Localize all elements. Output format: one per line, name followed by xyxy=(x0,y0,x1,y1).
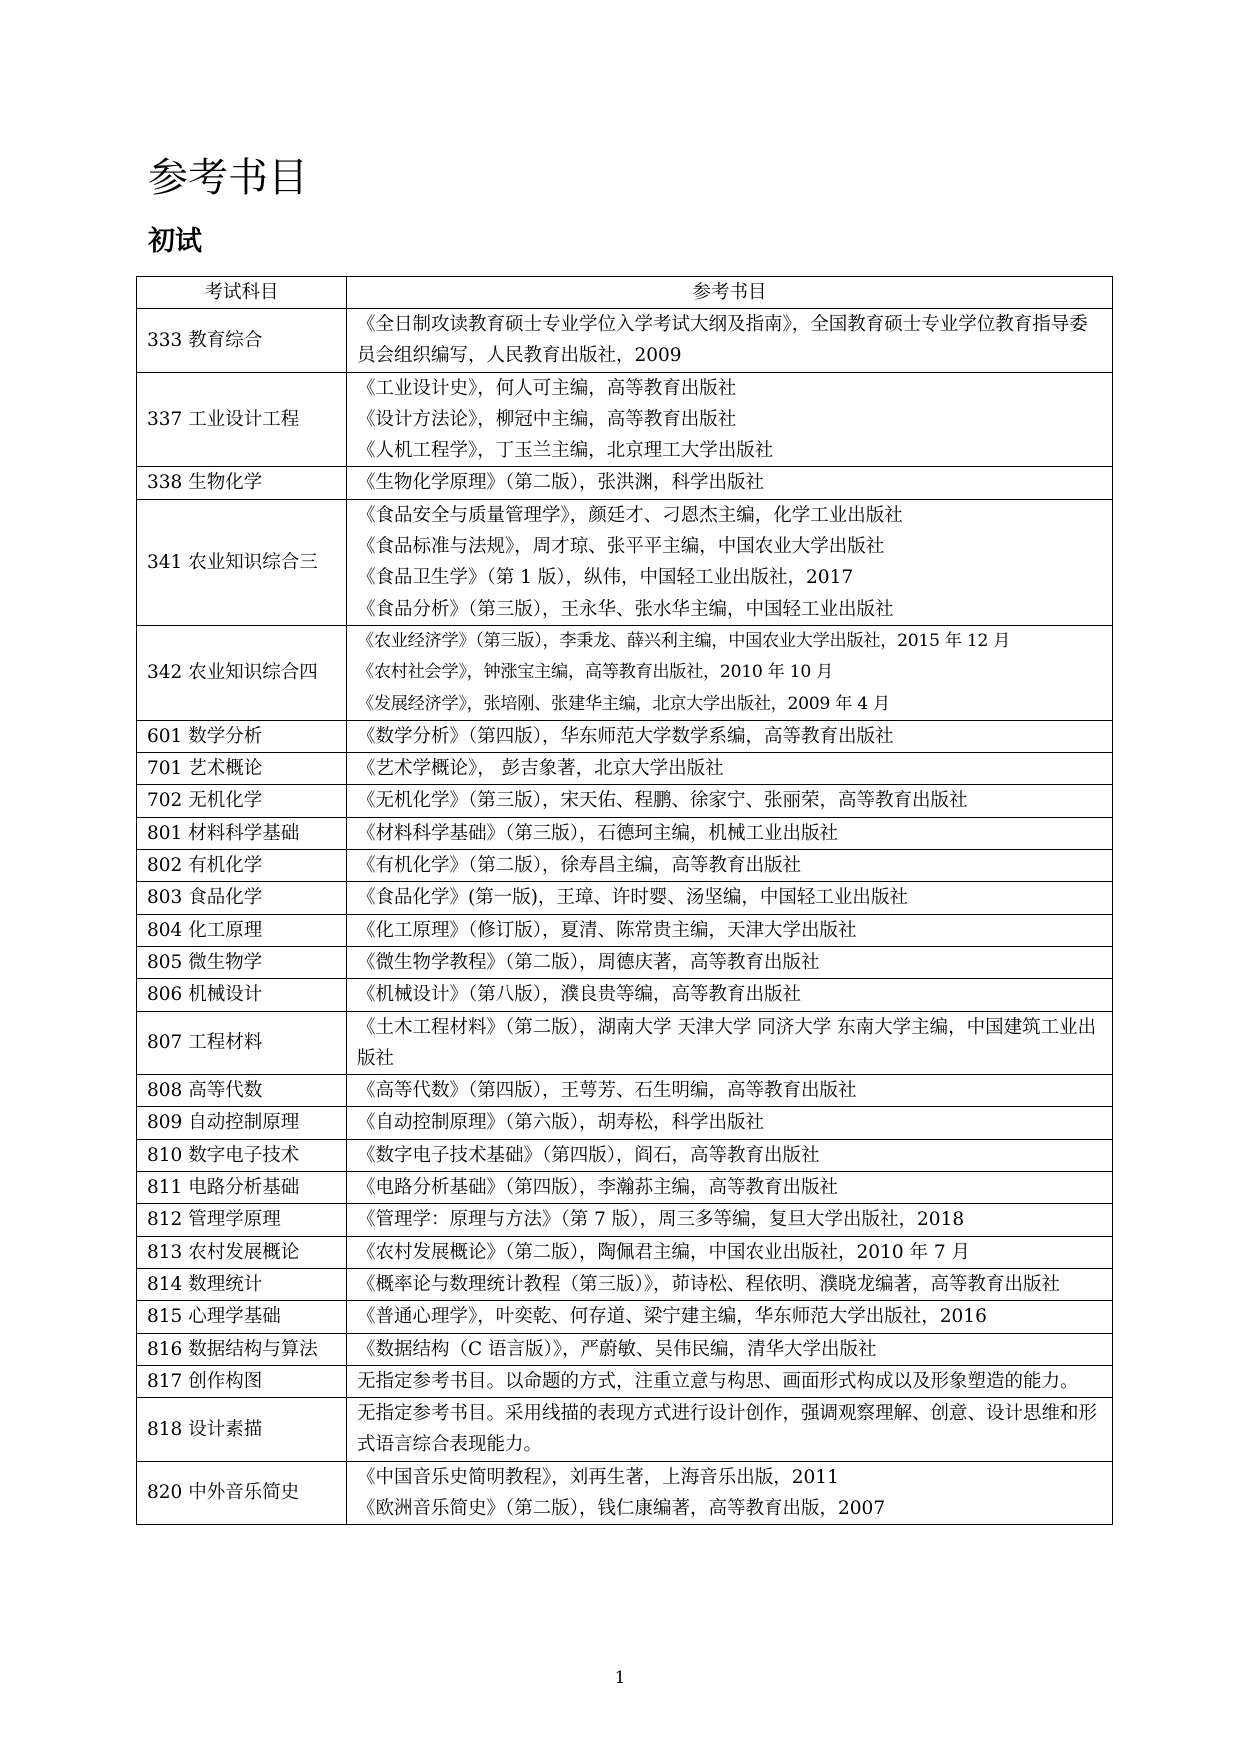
books-cell xyxy=(347,1333,1113,1365)
table-row xyxy=(137,753,1113,785)
table-row xyxy=(137,817,1113,849)
book-entry: 《人机工程学》，丁玉兰主编，北京理工大学出版社 xyxy=(357,440,774,462)
book-entry: 《微生物学教程》（第二版），周德庆著，高等教育出版社 xyxy=(357,951,820,973)
books-cell xyxy=(347,1107,1113,1139)
book-entry: 《机械设计》（第八版），濮良贵等编，高等教育出版社 xyxy=(357,984,802,1006)
table-header-row xyxy=(137,277,1113,309)
table-row xyxy=(137,1365,1113,1397)
book-entry: 无指定参考书目。以命题的方式，注重立意与构思、画面形式构成以及形象塑造的能力。 xyxy=(357,1370,1079,1392)
subject-cell: 702 无机化学 xyxy=(137,785,347,817)
books-cell xyxy=(347,1172,1113,1204)
subject-cell: 341 农业知识综合三 xyxy=(137,499,347,625)
book-entry: 《欧洲音乐简史》（第二版），钱仁康编著，高等教育出版，2007 xyxy=(357,1497,886,1519)
subject-cell: 803 食品化学 xyxy=(137,882,347,914)
subject-cell: 806 机械设计 xyxy=(137,979,347,1011)
subject-cell: 701 艺术概论 xyxy=(137,753,347,785)
book-entry: 《食品化学》(第一版)，王璋、许时婴、汤坚编，中国轻工业出版社 xyxy=(357,887,908,909)
books-cell xyxy=(347,1236,1113,1268)
book-entry: 《无机化学》（第三版），宋天佑、程鹏、徐家宁、张丽荣，高等教育出版社 xyxy=(357,790,968,812)
subject-cell: 801 材料科学基础 xyxy=(137,817,347,849)
book-entry: 《数据结构（C 语言版）》，严蔚敏、吴伟民编，清华大学出版社 xyxy=(357,1338,877,1360)
book-entry: 《食品分析》（第三版），王永华、张水华主编，中国轻工业出版社 xyxy=(357,598,894,620)
table-row xyxy=(137,625,1113,720)
book-entry: 《化工原理》（修订版），夏清、陈常贵主编，天津大学出版社 xyxy=(357,919,857,941)
table-row xyxy=(137,979,1113,1011)
table-row xyxy=(137,467,1113,499)
book-entry: 《数字电子技术基础》（第四版），阎石，高等教育出版社 xyxy=(357,1144,820,1166)
subject-cell: 804 化工原理 xyxy=(137,914,347,946)
table-row xyxy=(137,1139,1113,1171)
book-entry: 《全日制攻读教育硕士专业学位入学考试大纲及指南》，全国教育硕士专业学位教育指导委员会组织编写，人民教育出版社，2009 xyxy=(357,314,1088,367)
books-cell xyxy=(347,914,1113,946)
book-entry: 《有机化学》（第二版），徐寿昌主编，高等教育出版社 xyxy=(357,855,802,877)
subject-cell: 337 工业设计工程 xyxy=(137,372,347,467)
books-cell xyxy=(347,850,1113,882)
books-cell xyxy=(347,1011,1113,1075)
books-cell xyxy=(347,817,1113,849)
books-cell xyxy=(347,1365,1113,1397)
page-number: 1 xyxy=(614,1668,626,1688)
books-cell xyxy=(347,467,1113,499)
subject-cell: 333 教育综合 xyxy=(137,309,347,373)
table-row xyxy=(137,1333,1113,1365)
books-cell xyxy=(347,785,1113,817)
table-row xyxy=(137,1107,1113,1139)
books-cell xyxy=(347,499,1113,625)
book-entry: 《农业经济学》（第三版），李秉龙、薛兴利主编，中国农业大学出版社，2015 年 12 月 xyxy=(357,630,1011,651)
subject-cell: 817 创作构图 xyxy=(137,1365,347,1397)
section-title: 初试 xyxy=(148,226,202,257)
reference-books-table xyxy=(136,276,1113,1525)
books-cell xyxy=(347,625,1113,720)
subject-cell: 338 生物化学 xyxy=(137,467,347,499)
book-entry: 《食品安全与质量管理学》，颜廷才、刁恩杰主编，化学工业出版社 xyxy=(357,504,903,526)
table-row xyxy=(137,946,1113,978)
subject-cell: 814 数理统计 xyxy=(137,1268,347,1300)
subject-cell: 810 数字电子技术 xyxy=(137,1139,347,1171)
books-cell xyxy=(347,1268,1113,1300)
subject-cell: 802 有机化学 xyxy=(137,850,347,882)
table-row xyxy=(137,372,1113,467)
book-entry: 《生物化学原理》（第二版），张洪渊，科学出版社 xyxy=(357,472,765,494)
table-row xyxy=(137,1172,1113,1204)
table-row xyxy=(137,499,1113,625)
header-books: 参考书目 xyxy=(347,277,1113,309)
book-entry: 《高等代数》（第四版），王萼芳、石生明编，高等教育出版社 xyxy=(357,1080,857,1102)
subject-cell: 809 自动控制原理 xyxy=(137,1107,347,1139)
table-row xyxy=(137,1204,1113,1236)
book-entry: 《材料科学基础》（第三版），石德珂主编，机械工业出版社 xyxy=(357,822,839,844)
books-cell xyxy=(347,1139,1113,1171)
table-row xyxy=(137,1268,1113,1300)
books-cell xyxy=(347,1301,1113,1333)
table-row xyxy=(137,1011,1113,1075)
table-body xyxy=(137,309,1113,1525)
books-cell xyxy=(347,1398,1113,1462)
book-entry: 《自动控制原理》（第六版），胡寿松，科学出版社 xyxy=(357,1112,765,1134)
book-entry: 《土木工程材料》（第二版），湖南大学 天津大学 同济大学 东南大学主编，中国建筑工业出版社 xyxy=(357,1016,1097,1069)
subject-cell: 805 微生物学 xyxy=(137,946,347,978)
subject-cell: 815 心理学基础 xyxy=(137,1301,347,1333)
subject-cell: 601 数学分析 xyxy=(137,720,347,752)
table-row xyxy=(137,1301,1113,1333)
book-entry: 《发展经济学》，张培刚、张建华主编，北京大学出版社，2009 年 4 月 xyxy=(357,693,890,714)
books-cell xyxy=(347,753,1113,785)
book-entry: 无指定参考书目。采用线描的表现方式进行设计创作，强调观察理解、创意、设计思维和形式语言综合表现能力。 xyxy=(357,1403,1098,1456)
books-cell xyxy=(347,1204,1113,1236)
book-entry: 《概率论与数理统计教程（第三版）》，茆诗松、程依明、濮晓龙编著，高等教育出版社 xyxy=(357,1273,1061,1295)
table-row xyxy=(137,1236,1113,1268)
book-entry: 《食品卫生学》（第 1 版），纵伟，中国轻工业出版社，2017 xyxy=(357,567,854,589)
book-entry: 《食品标准与法规》，周才琼、张平平主编，中国农业大学出版社 xyxy=(357,536,885,558)
books-cell xyxy=(347,1461,1113,1525)
books-cell xyxy=(347,720,1113,752)
book-entry: 《中国音乐史简明教程》，刘再生著，上海音乐出版，2011 xyxy=(357,1466,839,1488)
subject-cell: 812 管理学原理 xyxy=(137,1204,347,1236)
book-entry: 《艺术学概论》， 彭吉象著，北京大学出版社 xyxy=(357,758,724,780)
table-row xyxy=(137,785,1113,817)
subject-cell: 818 设计素描 xyxy=(137,1398,347,1462)
table-row xyxy=(137,850,1113,882)
subject-cell: 342 农业知识综合四 xyxy=(137,625,347,720)
books-cell xyxy=(347,372,1113,467)
books-cell xyxy=(347,1075,1113,1107)
subject-cell: 813 农村发展概论 xyxy=(137,1236,347,1268)
table-row xyxy=(137,882,1113,914)
book-entry: 《农村发展概论》（第二版），陶佩君主编，中国农业出版社，2010 年 7 月 xyxy=(357,1241,970,1263)
book-entry: 《电路分析基础》（第四版），李瀚荪主编，高等教育出版社 xyxy=(357,1177,839,1199)
table-row xyxy=(137,1461,1113,1525)
book-entry: 《管理学：原理与方法》（第 7 版），周三多等编，复旦大学出版社，2018 xyxy=(357,1209,965,1231)
table-row xyxy=(137,1075,1113,1107)
books-cell xyxy=(347,309,1113,373)
books-cell xyxy=(347,946,1113,978)
header-subject: 考试科目 xyxy=(137,277,347,309)
book-entry: 《数学分析》（第四版），华东师范大学数学系编，高等教育出版社 xyxy=(357,725,894,747)
table-row xyxy=(137,720,1113,752)
subject-cell: 820 中外音乐简史 xyxy=(137,1461,347,1525)
subject-cell: 808 高等代数 xyxy=(137,1075,347,1107)
subject-cell: 807 工程材料 xyxy=(137,1011,347,1075)
table-row xyxy=(137,914,1113,946)
table-row xyxy=(137,1398,1113,1462)
book-entry: 《工业设计史》，何人可主编，高等教育出版社 xyxy=(357,377,737,399)
book-entry: 《农村社会学》，钟涨宝主编，高等教育出版社，2010 年 10 月 xyxy=(357,662,834,683)
page-title: 参考书目 xyxy=(148,155,308,201)
books-cell xyxy=(347,882,1113,914)
book-entry: 《设计方法论》，柳冠中主编，高等教育出版社 xyxy=(357,408,737,430)
subject-cell: 811 电路分析基础 xyxy=(137,1172,347,1204)
books-cell xyxy=(347,979,1113,1011)
table-row xyxy=(137,309,1113,373)
book-entry: 《普通心理学》，叶奕乾、何存道、梁宁建主编，华东师范大学出版社，2016 xyxy=(357,1306,987,1328)
subject-cell: 816 数据结构与算法 xyxy=(137,1333,347,1365)
